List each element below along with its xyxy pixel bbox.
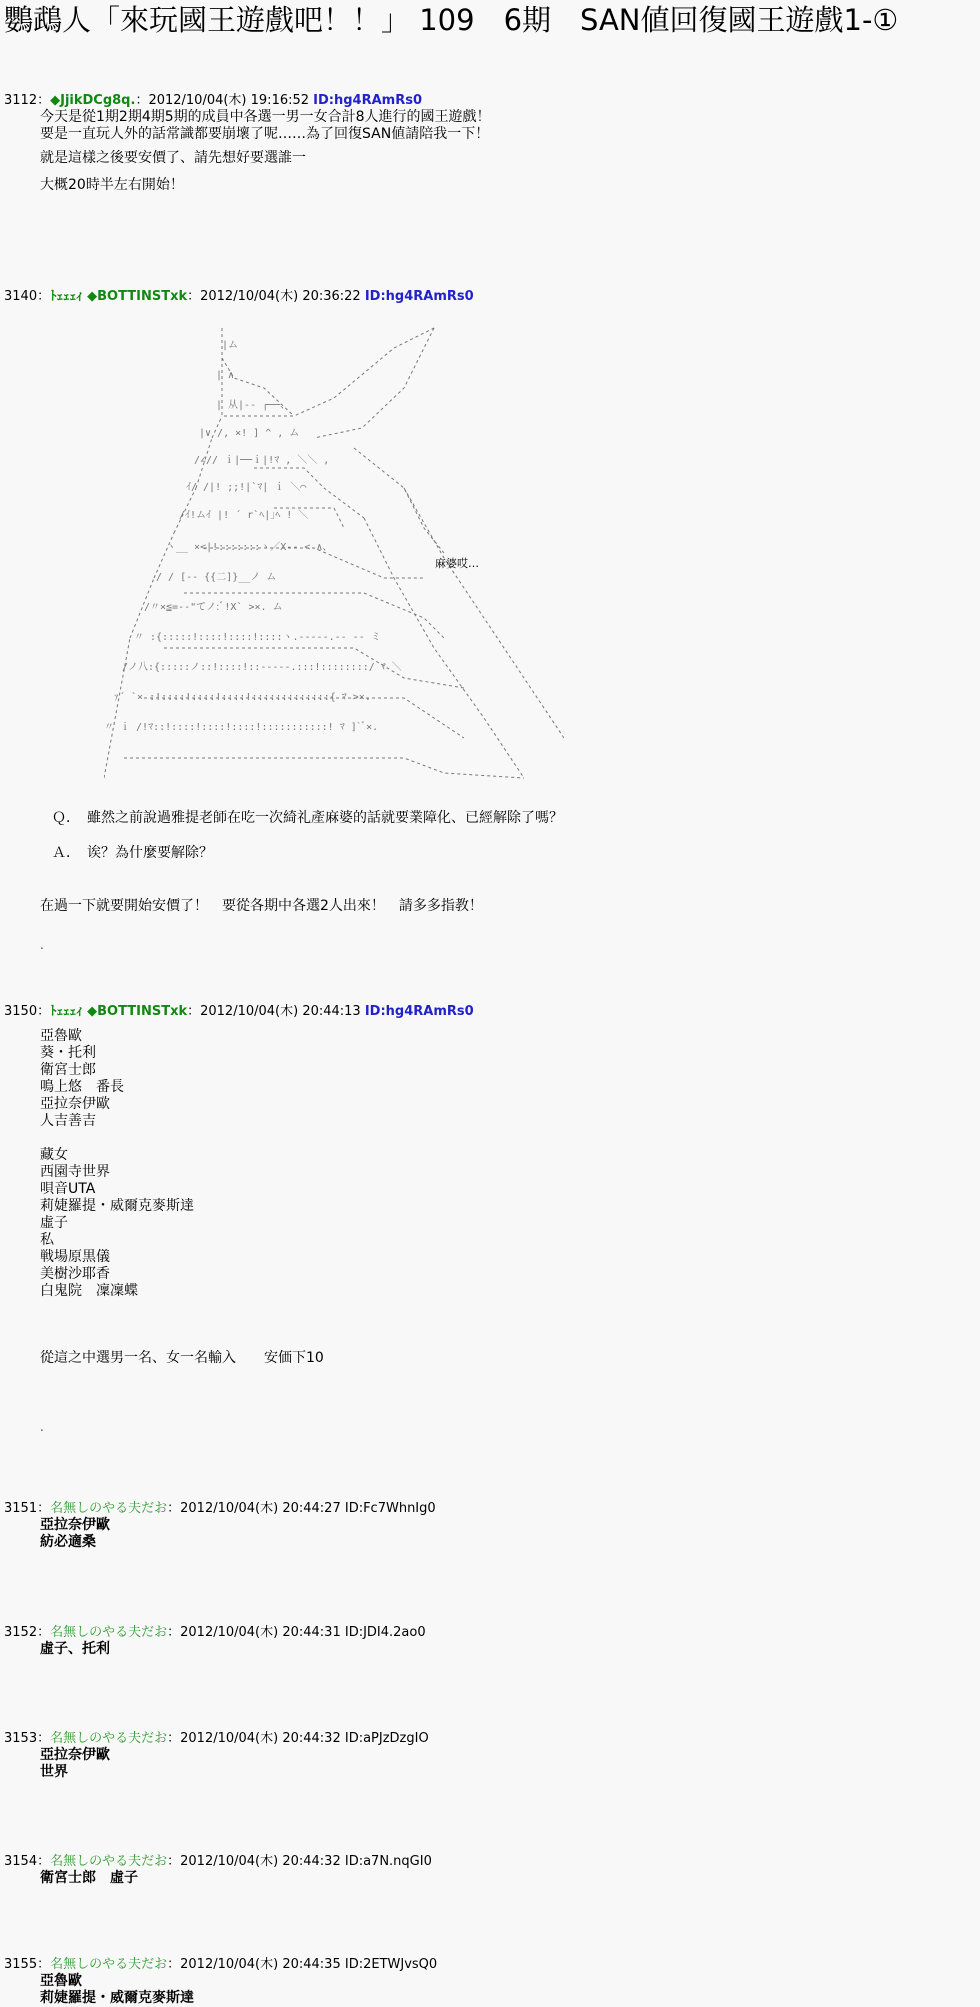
poster-id[interactable]: ID:hg4RAmRs0: [364, 1004, 474, 1019]
poster-name: 名無しのやる夫だお: [50, 1625, 168, 1640]
svg-text:〃 ｉ /!ﾏ::!::::!::::!::::!: 〃 ｉ /!ﾏ::!::::!::::!::::!:::::::::::! ﾏ ]`ﾞ×.: [104, 722, 379, 733]
post-number[interactable]: 3150: [4, 1004, 38, 1019]
post-3153: [0, 1730, 980, 1781]
post-number[interactable]: 3140: [4, 289, 38, 304]
poster-id[interactable]: ID:hg4RAmRs0: [313, 93, 423, 108]
post-line: 就是這樣之後要安價了、請先想好要選誰一: [40, 150, 306, 166]
post-line: 世界: [40, 1764, 68, 1780]
post-body: [0, 1973, 980, 2007]
post-separator: ：: [37, 1957, 51, 1972]
post-3155: [0, 1956, 980, 2007]
post-line: 要是一直玩人外的話常識都要崩壞了呢……為了回復SAN値請陪我一下！: [40, 126, 490, 142]
candidate-female: 唄音UTA: [40, 1181, 96, 1197]
post-body: [0, 1870, 980, 1887]
candidate-male: 亞魯歐: [40, 1028, 82, 1044]
post-header: [0, 1624, 980, 1641]
poster-id[interactable]: ID:a7N.nqGI0: [344, 1854, 432, 1869]
post-header: [0, 288, 980, 305]
post-date: ：2012/10/04(木) 20:44:31: [167, 1625, 341, 1640]
candidate-male: 人吉善吉: [40, 1113, 96, 1129]
poster-id[interactable]: ID:aPJzDzgIO: [344, 1731, 429, 1746]
post-header: [0, 1003, 980, 1020]
candidate-female: 美樹沙耶香: [40, 1266, 110, 1282]
svg-text:/∠// ｉ|──ｉ|!ﾏ , ＼＼ ,: /∠// ｉ|──ｉ|!ﾏ , ＼＼ ,: [194, 455, 330, 466]
svg-text:/ノ八:{:::::ノ::!::::!::-----.:::: /ノ八:{:::::ノ::!::::!::-----.:::!::::::::/ ﾏ ＼: [122, 662, 402, 673]
candidate-female: 戦場原黒儀: [40, 1249, 110, 1265]
ascii-art-figure: [104, 318, 564, 786]
post-3112: [0, 92, 980, 194]
post-number[interactable]: 3153: [4, 1731, 38, 1746]
page-title: 鸚鵡人「來玩國王遊戲吧！！」 109 6期 SAN値回復國王遊戲1-①: [4, 3, 899, 37]
post-body: [0, 1517, 980, 1551]
poster-id[interactable]: ID:JDI4.2ao0: [344, 1625, 426, 1640]
post-3152: [0, 1624, 980, 1658]
spacer-dot: .: [40, 1420, 44, 1434]
svg-text:ｧ´ `× :!::::!::::!::::!:::: ｧ´ `× :!::::!::::!::::!:::::::::::::{ ﾏ >×.: [114, 692, 371, 703]
post-number[interactable]: 3151: [4, 1501, 38, 1516]
post-line: [40, 143, 980, 150]
candidate-female: 私: [40, 1232, 54, 1248]
poster-name: ﾄｪｪｪｨ ◆BOTTINSTxk: [50, 289, 188, 304]
post-header: [0, 1853, 980, 1870]
qa-question: Ｑ． 雖然之前說過雅提老師在吃一次綺礼產麻婆的話就要業障化、已經解除了嗎？: [52, 810, 563, 826]
post-header: [0, 1730, 980, 1747]
candidate-male: 葵・托利: [40, 1045, 96, 1061]
candidate-male: 亞拉奈伊歐: [40, 1096, 110, 1112]
svg-text:ｲ/ /|! ;;!|`ﾏ| ｉ ＼⌒: ｲ/ /|! ;;!|`ﾏ| ｉ ＼⌒: [186, 482, 307, 493]
post-3140: [0, 288, 980, 305]
post-3150: [0, 1003, 980, 1367]
qa-answer: Ａ． 诶？為什麼要解除？: [52, 845, 213, 861]
post-body: [0, 109, 980, 194]
post-line: 虛子、托利: [40, 1641, 110, 1657]
candidate-male: 衛宮士郎: [40, 1062, 96, 1078]
svg-text:/ｲ!ムｲ |! ´ r`ﾍ|｣ﾍ !: /ｲ!ムｲ |! ´ r`ﾍ|｣ﾍ ! ＼: [179, 510, 309, 521]
post-date: ：2012/10/04(木) 20:44:27: [167, 1501, 341, 1516]
post-header: [0, 1956, 980, 1973]
candidate-female: 西園寺世界: [40, 1164, 110, 1180]
poster-name: 名無しのやる夫だお: [50, 1731, 168, 1746]
post-line: 莉婕羅提・威爾克麥斯達: [40, 1990, 194, 2006]
candidate-female: 莉婕羅提・威爾克麥斯達: [40, 1198, 194, 1214]
svg-text:ヽ__ ×<|!:::::::ヽ／X-- < ∧、: ヽ__ ×<|!:::::::ヽ／X-- < ∧、: [166, 542, 333, 553]
post-line: 亞魯歐: [40, 1973, 82, 1989]
post-line: [40, 167, 980, 177]
post-body: [0, 1020, 980, 1367]
post-line: 亞拉奈伊歐: [40, 1517, 110, 1533]
post-date: ：2012/10/04(木) 20:36:22: [187, 289, 361, 304]
poster-id[interactable]: ID:hg4RAmRs0: [364, 289, 474, 304]
spacer-dot: .: [40, 938, 44, 952]
post-3151: [0, 1500, 980, 1551]
post-line: 大概20時半左右開始！: [40, 177, 184, 193]
ascii-art-caption: 麻婆哎…: [435, 557, 479, 570]
post-separator: ：: [37, 289, 51, 304]
post-separator: ：: [37, 1854, 51, 1869]
svg-text:| ∧: | ∧: [216, 370, 235, 381]
candidate-female: 虛子: [40, 1215, 68, 1231]
post-line: 今天是從1期2期4期5期的成員中各選一男一女合計8人進行的國王遊戲！: [40, 109, 491, 125]
svg-text:|ム: |ム: [222, 340, 239, 351]
poster-name: 名無しのやる夫だお: [50, 1854, 168, 1869]
svg-text:| 从|-- ┌──、: | 从|-- ┌──、: [216, 400, 291, 411]
poster-name: 名無しのやる夫だお: [50, 1501, 168, 1516]
post-header: [0, 1500, 980, 1517]
list-gap: [40, 1300, 980, 1350]
post-separator: ：: [37, 93, 51, 108]
post-line: 紡必適桑: [40, 1534, 96, 1550]
instruction-line: 從這之中選男一名、女一名輸入 安価下10: [40, 1350, 324, 1366]
poster-name: 名無しのやる夫だお: [50, 1957, 168, 1972]
post-separator: ：: [37, 1501, 51, 1516]
post-separator: ：: [37, 1731, 51, 1746]
post-separator: ：: [37, 1625, 51, 1640]
svg-text:/ / [-- {{二]}__ノ ム: / / [-- {{二]}__ノ ム: [156, 572, 277, 583]
candidate-female: 白鬼院 凜凜蝶: [40, 1283, 138, 1299]
post-number[interactable]: 3155: [4, 1957, 38, 1972]
svg-text:〃 :{:::::!::::!::::!::::ヽ.--: 〃 :{:::::!::::!::::!::::ヽ.-----.-- -- ミ: [134, 632, 381, 643]
post-number[interactable]: 3154: [4, 1854, 38, 1869]
svg-text:|∨ /, ×! ] ^ , ム: |∨ /, ×! ] ^ , ム: [199, 428, 300, 439]
post-date: ：2012/10/04(木) 20:44:32: [167, 1731, 341, 1746]
post-date: ：2012/10/04(木) 20:44:35: [167, 1957, 341, 1972]
poster-name: ﾄｪｪｪｨ ◆BOTTINSTxk: [50, 1004, 188, 1019]
svg-text:/〃×≦=--"てノ:ﾞ!X` >×. ム: /〃×≦=--"てノ:ﾞ!X` >×. ム: [144, 602, 283, 613]
poster-id[interactable]: ID:2ETWJvsQ0: [344, 1957, 438, 1972]
post-header: [0, 92, 980, 109]
candidate-male: 鳴上悠 番長: [40, 1079, 124, 1095]
list-gap: [40, 1130, 980, 1147]
post-body: [0, 1747, 980, 1781]
ascii-art-drawing: [104, 318, 564, 786]
post-date: ：2012/10/04(木) 20:44:32: [167, 1854, 341, 1869]
post-line: 衛宮士郎 虛子: [40, 1870, 138, 1886]
post-closing-line: 在過一下就要開始安價了！ 要從各期中各選2人出來！ 請多多指教！: [40, 898, 483, 914]
post-number[interactable]: 3152: [4, 1625, 38, 1640]
post-separator: ：: [37, 1004, 51, 1019]
post-number[interactable]: 3112: [4, 93, 38, 108]
post-3154: [0, 1853, 980, 1887]
post-line: 亞拉奈伊歐: [40, 1747, 110, 1763]
post-date: ：2012/10/04(木) 19:16:52: [135, 93, 310, 108]
candidate-female: 藏女: [40, 1147, 68, 1163]
poster-id[interactable]: ID:Fc7WhnIg0: [344, 1501, 436, 1516]
poster-name: ◆JjikDCg8q.: [50, 93, 136, 108]
post-body: [0, 1641, 980, 1658]
post-date: ：2012/10/04(木) 20:44:13: [187, 1004, 361, 1019]
